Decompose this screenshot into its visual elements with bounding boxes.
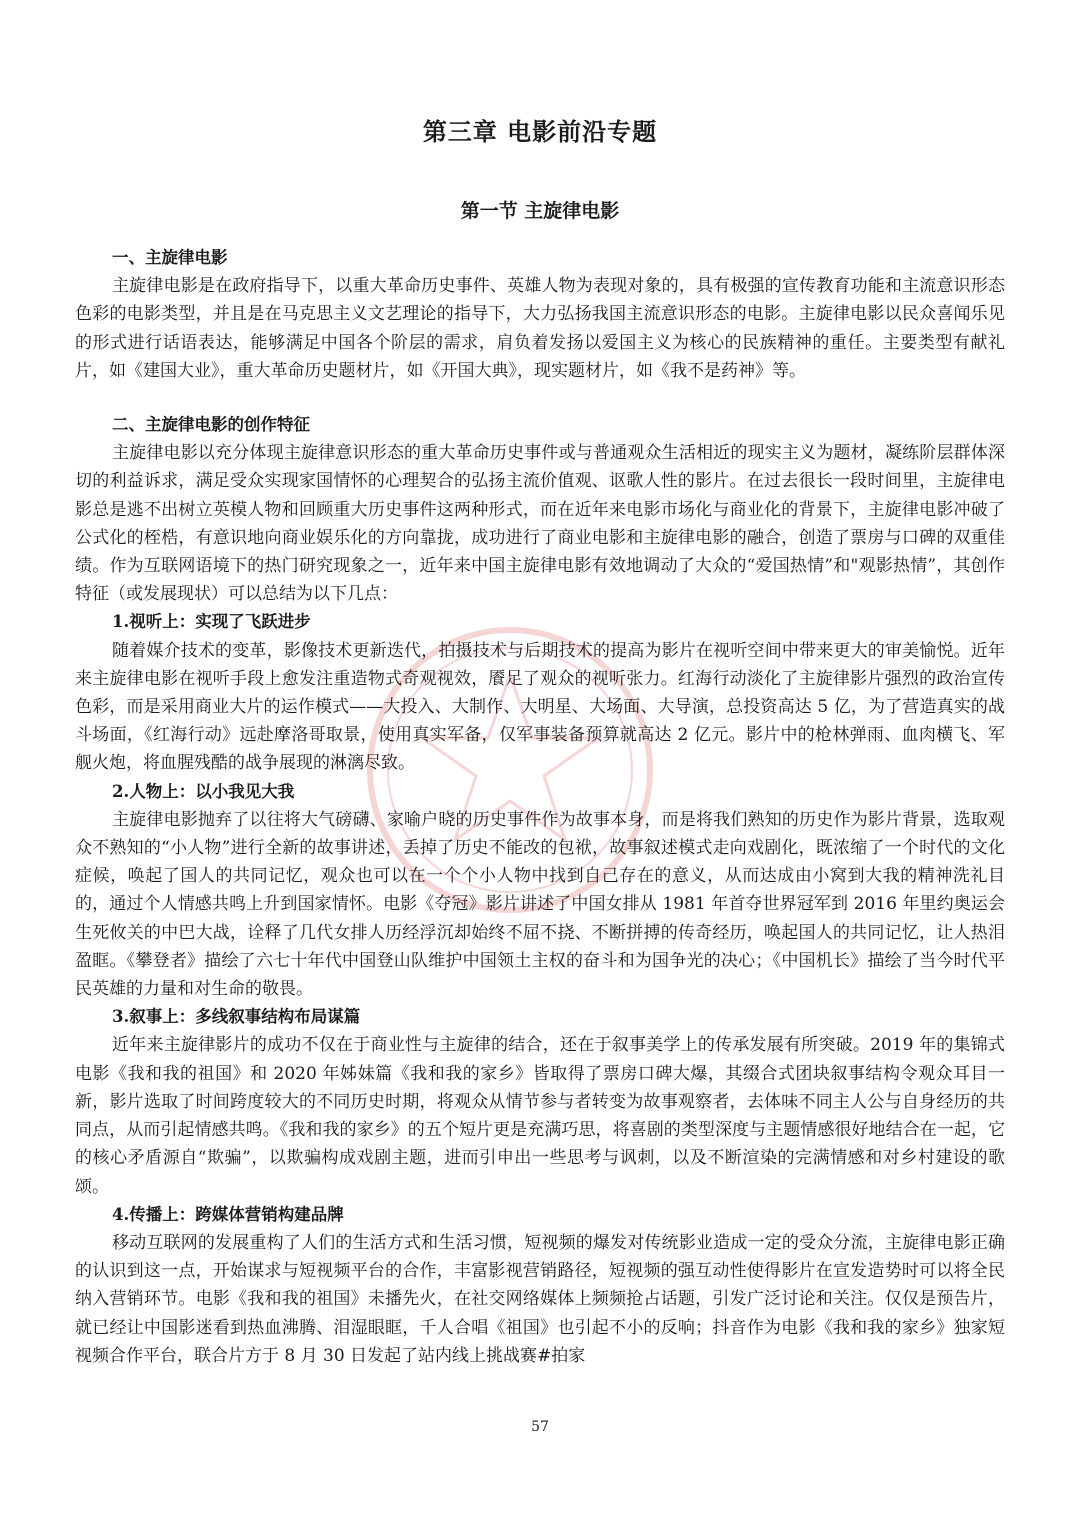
point-2-text: 主旋律电影抛弃了以往将大气磅礴、家喻户晓的历史事件作为故事本身，而是将我们熟知的历史作为影片背景，选取观众不熟知的“小人物”进行全新的故事讲述，丢掉了历史不能改的包袱，故事叙述模式走向戏剧化，既浓缩了一个时代的文化症候，唤起了国人的共同记忆，观众也可以在一个个小人物中找到自己存在的意义，从而达成由小窝到大我的精神洗礼目的，通过个人情感共鸣上升到国家情怀。电影《夺冠》影片讲述了中国女排从 1981 年首夺世界冠军到 2016 年里约奥运会生死攸关的中巴大战，诠释了几代女排人历经浮沉却始终不屈不挠、不断拼搏的传奇经历，唤起国人的共同记忆，让人热泪盈眶。《攀登者》描绘了六七十年代中国登山队维护中国领土主权的奋斗和为国争光的决心；《中国机长》描绘了当今时代平民英雄的力量和对生命的敬畏。 bbox=[75, 809, 1005, 1000]
point-4-text: 移动互联网的发展重构了人们的生活方式和生活习惯，短视频的爆发对传统影业造成一定的受众分流，主旋律电影正确的认识到这一点，开始谋求与短视频平台的合作，丰富影视营销路径，短视频的强互动性使得影片在宣发造势时可以将全民纳入营销环节。电影《我和我的祖国》未播先火，在社交网络媒体上频频抢占话题，引发广泛讨论和关注。仅仅是预告片，就已经让中国影迷看到热血沸腾、泪湿眼眶，千人合唱《祖国》也引起不小的反响；抖音作为电影《我和我的家乡》独家短视频合作平台，联合片方于 8 月 30 日发起了站内线上挑战赛#拍家 bbox=[75, 1232, 1005, 1366]
heading-part2: 二、主旋律电影的创作特征 bbox=[112, 415, 310, 435]
point-3-title: 3.叙事上：多线叙事结构布局谋篇 bbox=[112, 1007, 361, 1027]
point-4-title: 4.传播上：跨媒体营销构建品牌 bbox=[112, 1204, 344, 1224]
point-1-title: 1.视听上：实现了飞跃进步 bbox=[112, 612, 311, 632]
point-1-text: 随着媒介技术的变革，影像技术更新迭代，拍摄技术与后期技术的提高为影片在视听空间中带来更大的审美愉悦。近年来主旋律电影在视听手段上愈发注重造物式奇观视效，餍足了观众的视听张力。红海行动淡化了主旋律影片强烈的政治宣传色彩，而是采用商业大片的运作模式——大投入、大制作、大明星、大场面、大导演，总投资高达 5 亿，为了营造真实的战斗场面，《红海行动》远赴摩洛哥取景，使用真实军备，仅军事装备预算就高达 2 亿元。影片中的枪林弹雨、血肉横飞、军舰火炮，将血腥残酷的战争展现的淋漓尽致。 bbox=[75, 640, 1005, 774]
point-3-text: 近年来主旋律影片的成功不仅在于商业性与主旋律的结合，还在于叙事美学上的传承发展有所突破。2019 年的集锦式电影《我和我的祖国》和 2020 年姊妹篇《我和我的家乡》皆取得了票房口碑大爆，其缀合式团块叙事结构令观众耳目一新，影片选取了时间跨度较大的不同历史时期，将观众从情节参与者转变为故事观察者，去体味不同主人公与自身经历的共同点，从而引起情感共鸣。《我和我的家乡》的五个短片更是充满巧思，将喜剧的类型深度与主题情感很好地结合在一起，它的核心矛盾源自“欺骗”，以欺骗构成戏剧主题，进而引申出一些思考与讽刺，以及不断渲染的完满情感和对乡村建设的歌颂。 bbox=[75, 1035, 1005, 1197]
point-2-title: 2.人物上：以小我见大我 bbox=[112, 781, 295, 801]
heading-part1: 一、主旋律电影 bbox=[112, 248, 228, 267]
chapter-title: 第三章 电影前沿专题 bbox=[422, 118, 658, 146]
document-body bbox=[75, 244, 1005, 1370]
page-number: 57 bbox=[531, 1419, 549, 1435]
spacer bbox=[75, 385, 1005, 411]
section-title: 第一节 主旋律电影 bbox=[460, 200, 620, 222]
paragraph-part1: 主旋律电影是在政府指导下，以重大革命历史事件、英雄人物为表现对象的，具有极强的宣传教育功能和主流意识形态色彩的电影类型，并且是在马克思主义文艺理论的指导下，大力弘扬我国主流意识形态的电影。主旋律电影以民众喜闻乐见的形式进行话语表达，能够满足中国各个阶层的需求，肩负着发扬以爱国主义为核心的民族精神的重任。主要类型有献礼片，如《建国大业》，重大革命历史题材片，如《开国大典》，现实题材片，如《我不是药神》等。 bbox=[75, 276, 1005, 381]
paragraph-part2-intro: 主旋律电影以充分体现主旋律意识形态的重大革命历史事件或与普通观众生活相近的现实主义为题材，凝练阶层群体深切的利益诉求，满足受众实现家国情怀的心理契合的弘扬主流价值观、讴歌人性的影片。在过去很长一段时间里，主旋律电影总是逃不出树立英模人物和回顾重大历史事件这两种形式，而在近年来电影市场化与商业化的背景下，主旋律电影冲破了公式化的桎梏，有意识地向商业娱乐化的方向靠拢，成功进行了商业电影和主旋律电影的融合，创造了票房与口碑的双重佳绩。作为互联网语境下的热门研究现象之一，近年来中国主旋律电影有效地调动了大众的“爱国热情”和"观影热情”，其创作特征（或发展现状）可以总结为以下几点： bbox=[75, 443, 1005, 605]
